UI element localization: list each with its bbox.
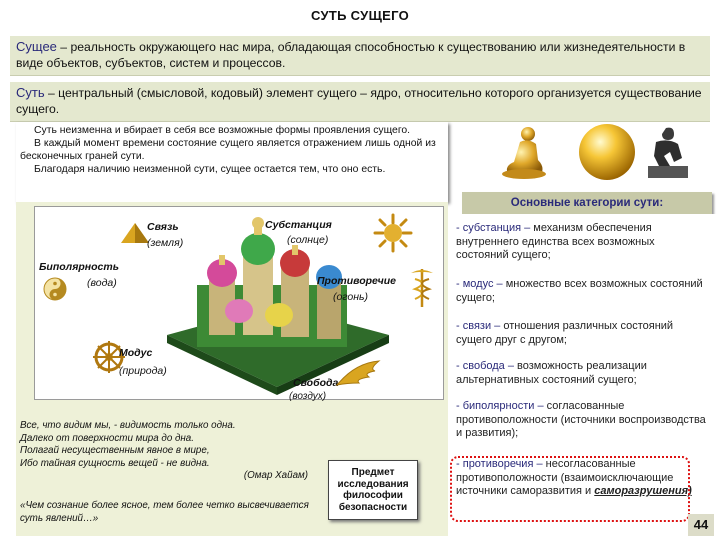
definition-term: Суть [16, 85, 45, 100]
label-svyaz: Связь [147, 221, 179, 233]
category-name: субстанция [462, 222, 522, 234]
category-item: - связи – отношения различных состояний сущего друг с другом; [456, 320, 674, 346]
label-bipolar: Биполярность [39, 261, 119, 273]
definition-sut [10, 82, 710, 122]
subject-box: Предмет исследования философии безопасности [328, 460, 418, 520]
intro-text [16, 122, 448, 202]
definition-sushchee [10, 36, 710, 76]
quote-author: (Омар Хайам) [243, 470, 308, 481]
page-number: 44 [688, 514, 714, 536]
label-freedom-sub: (воздух) [289, 391, 327, 402]
quote-line: Полагай несущественным явное в мире, [20, 445, 210, 456]
category-item: - биполярности – согласованные противоположности (источники воспроизводства и развития); [456, 400, 706, 440]
category-text: согласованные противоположности (источники воспроизводства и развития); [456, 400, 706, 440]
category-text-emphasis: саморазрушения) [594, 485, 692, 498]
label-contradiction-sub: (огонь) [333, 291, 369, 303]
category-item: - противоречия – несогласованные противоположности (взаимоисключающие источники саморазвития и саморазрушения) [456, 458, 692, 498]
category-item: - субстанция – механизм обеспечения внутреннего единства всех возможных состояний сущего; [456, 222, 655, 262]
thinker-statue-icon [640, 122, 696, 182]
category-text: возможность реализации альтернативных состояний сущего; [456, 360, 647, 386]
category-item: - модус – множество всех возможных состояний сущего; [456, 278, 703, 304]
intro-paragraph: Суть неизменна и вбирает в себя все возможные формы проявления сущего. [34, 125, 411, 136]
label-svyaz-sub: (земля) [147, 237, 184, 249]
highlight-frame [450, 456, 690, 522]
page-title: СУТЬ СУЩЕГО [310, 8, 410, 23]
definition-text: – центральный (смысловой, кодовый) элемент сущего – ядро, относительно которого организуется существование сущего. [16, 86, 702, 116]
wing-icon [335, 359, 381, 387]
sun-icon [373, 213, 413, 253]
diagram-panel [16, 202, 448, 536]
label-freedom: Свобода [293, 377, 339, 389]
label-substance-sub: (солнце) [287, 234, 329, 246]
category-text: несогласованные противоположности (взаимоисключающие источники саморазвития и [456, 458, 674, 498]
quote-line: Далеко от поверхности мира до дна. [20, 432, 194, 444]
category-name: свобода [462, 360, 505, 372]
category-text: множество всех возможных состояний сущего; [456, 278, 703, 304]
consciousness-quote: «Чем сознание более ясное, тем более четко высвечивается суть явлений…» [20, 500, 309, 524]
category-name: модус [462, 278, 494, 290]
category-name: связи [462, 320, 492, 332]
label-modus-sub: (природа) [119, 365, 167, 377]
intro-paragraph: Благодаря наличию неизменной сути, сущее остается тем, что оно есть. [34, 164, 386, 175]
categories-header: Основные категории сути: [462, 192, 712, 214]
yin-yang-icon [43, 277, 67, 301]
intro-paragraph: В каждый момент времени состояние сущего является отражением лишь одной из бесконечных граней сути. [20, 138, 436, 162]
category-name: биполярности [462, 400, 535, 412]
golden-figure-icon [498, 122, 550, 182]
category-item: - свобода – возможность реализации альтернативных состояний сущего; [456, 360, 647, 386]
category-text: механизм обеспечения внутреннего единства всех возможных состояний сущего; [456, 222, 655, 262]
label-bipolar-sub: (вода) [87, 277, 117, 289]
caduceus-icon [409, 265, 435, 309]
category-name: противоречия [462, 458, 534, 470]
definition-text: – реальность окружающего нас мира, обладающая способностью к существованию или жизнедеятельности в виде объектов, субъектов, систем и процессов. [16, 40, 686, 70]
quote-line: Ибо тайная сущность вещей - не видна. [20, 457, 210, 469]
diagram-frame [34, 206, 444, 400]
definition-term: Сущее [16, 39, 57, 54]
label-modus: Модус [119, 347, 153, 359]
golden-sphere-icon [572, 122, 642, 182]
quote-line: Все, что видим мы, - видимость только одна. [20, 420, 236, 431]
category-text: отношения различных состояний сущего друг с другом; [456, 320, 674, 346]
khayyam-quote [20, 420, 316, 483]
label-contradiction: Противоречие [317, 275, 396, 287]
label-substance: Субстанция [265, 219, 332, 231]
